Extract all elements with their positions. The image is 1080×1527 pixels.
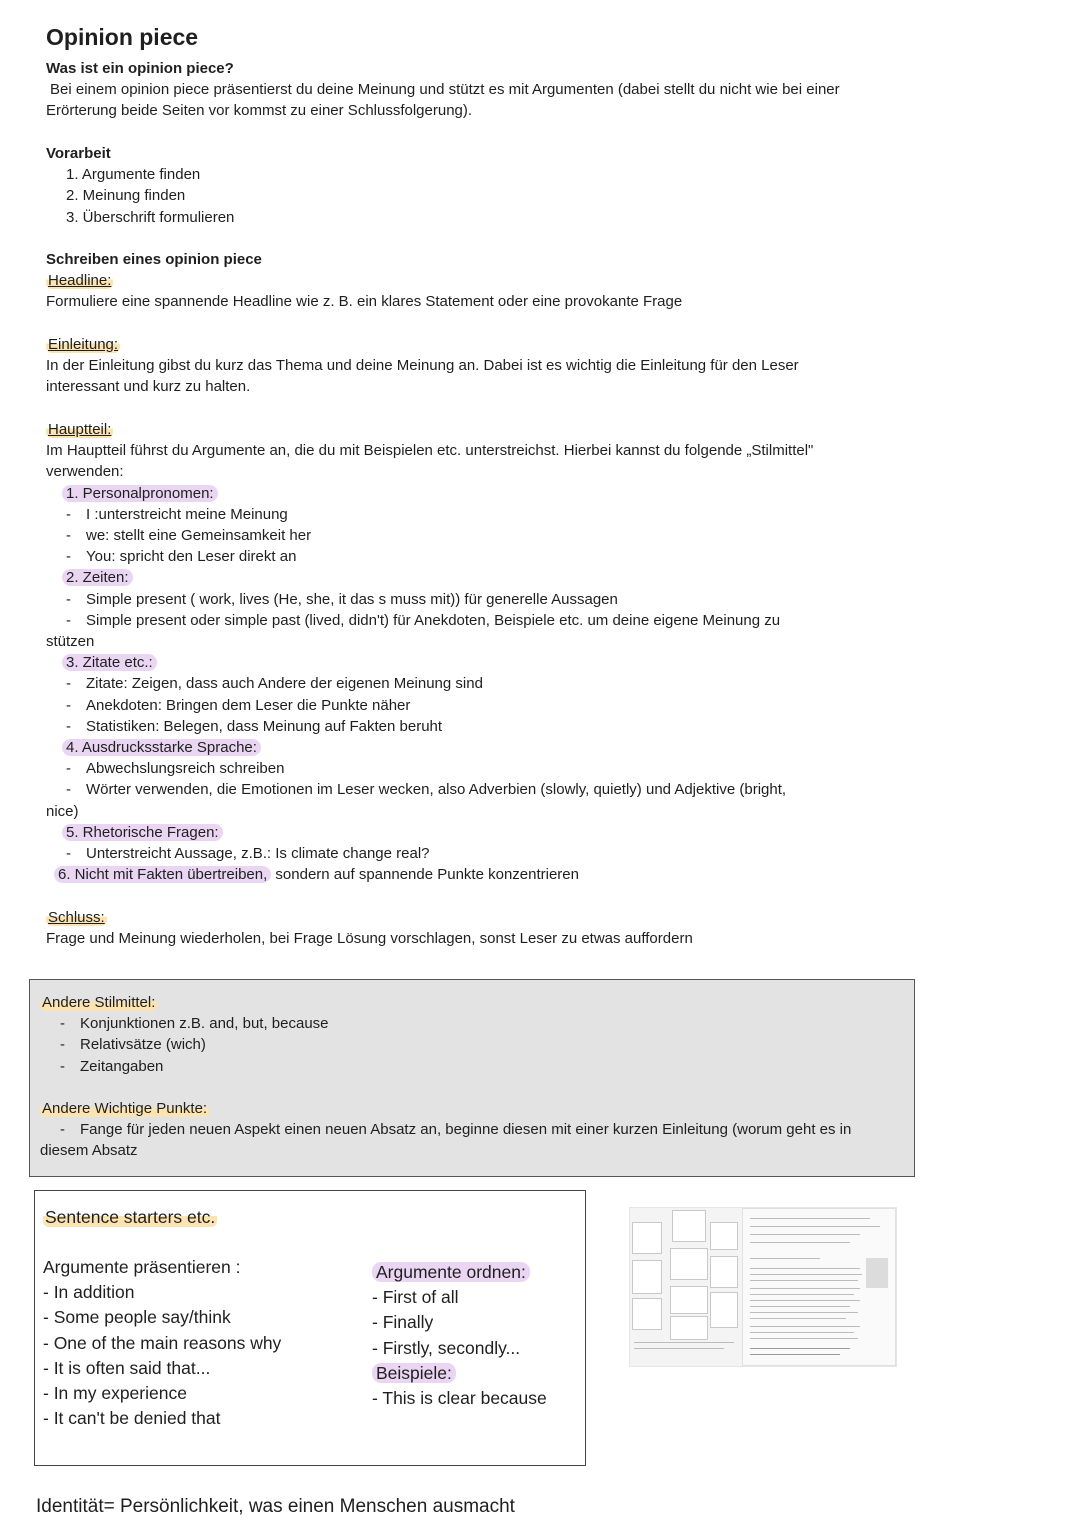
prep-heading: Vorarbeit: [46, 145, 111, 162]
present-item: - One of the main reasons why: [43, 1332, 282, 1353]
order-item: - Firstly, secondly...: [372, 1337, 521, 1358]
intro-question: Was ist ein opinion piece?: [46, 60, 234, 77]
starters-title: Sentence starters etc.: [45, 1207, 216, 1227]
group-item-continuation: nice): [46, 802, 79, 820]
order-item: - Finally: [372, 1312, 434, 1333]
prep-item: 3. Überschrift formulieren: [66, 208, 235, 226]
group-title-rest: sondern auf spannende Punkte konzentrieren: [271, 866, 579, 884]
hauptteil-label: Hauptteil:: [48, 421, 112, 438]
present-title: Argumente präsentieren :: [43, 1257, 241, 1277]
style-item: - Relativsätze (wich): [40, 1034, 906, 1055]
examples-title: Beispiele:: [372, 1363, 456, 1383]
present-column: [43, 1255, 363, 1431]
group-title: 1. Personalpronomen:: [62, 485, 218, 502]
group-title: 4. Ausdrucksstarke Sprache:: [62, 739, 261, 756]
headline-text: Formuliere eine spannende Headline wie z. B. ein klares Statement oder eine provokante Frage: [46, 293, 683, 311]
order-column: [372, 1260, 577, 1411]
einleitung-text: In der Einleitung gibst du kurz das Thema und deine Meinung an. Dabei ist es wichtig die Einleitung für den Leser interessant und kurz zu halten.: [46, 357, 799, 396]
present-item: - In addition: [43, 1282, 135, 1303]
prep-item: 1. Argumente finden: [66, 166, 201, 184]
group-item: - Simple present ( work, lives (He, she, it das s muss mit)) für generelle Aussagen: [46, 589, 866, 610]
worksheet-thumbnail: [629, 1207, 897, 1367]
hauptteil-text: Im Hauptteil führst du Argumente an, die du mit Beispielen etc. unterstreichst. Hierbei kannst du folgende „Stilmittel" verwenden:: [46, 442, 814, 481]
page-title: Opinion piece: [46, 24, 199, 50]
order-title: Argumente ordnen:: [372, 1262, 530, 1282]
prep-item: 2. Meinung finden: [66, 187, 186, 205]
main-part: [46, 419, 866, 885]
points-item: - Fange für jeden neuen Aspekt einen neuen Absatz an, beginne diesen mit einer kurzen Einleitung (worum geht es in: [40, 1119, 906, 1140]
present-item: - It is often said that...: [43, 1357, 211, 1378]
info-box: [29, 979, 915, 1177]
group-item: - Statistiken: Belegen, dass Meinung auf Fakten beruht: [46, 716, 866, 737]
group-item: - Wörter verwenden, die Emotionen im Leser wecken, also Adverbien (slowly, quietly) und Adjektive (bright,: [46, 779, 866, 800]
group-item: - I :unterstreicht meine Meinung: [46, 504, 866, 525]
group-item: - Anekdoten: Bringen dem Leser die Punkte näher: [46, 695, 866, 716]
group-item: - Abwechslungsreich schreiben: [46, 758, 866, 779]
intro-section: [46, 58, 866, 122]
style-item: - Konjunktionen z.B. and, but, because: [40, 1013, 906, 1034]
group-item: - Simple present oder simple past (lived, didn't) für Anekdoten, Beispiele etc. um deine eigene Meinung zu: [46, 610, 866, 631]
group-title: 5. Rhetorische Fragen:: [62, 824, 223, 841]
group-item-continuation: stützen: [46, 633, 95, 651]
style-item: - Zeitangaben: [40, 1056, 906, 1077]
group-item: - we: stellt eine Gemeinsamkeit her: [46, 525, 866, 546]
prep-section: [46, 143, 866, 228]
order-item: - First of all: [372, 1287, 459, 1308]
group-title: 3. Zitate etc.:: [62, 654, 157, 671]
points-continuation: diesem Absatz: [40, 1142, 138, 1160]
intro-text: Bei einem opinion piece präsentierst du deine Meinung und stützt es mit Argumenten (dabei stellt du nicht wie bei einer Erörterung beide Seiten vor kommst zu einer Schlussfolgerung).: [46, 81, 840, 120]
einleitung-label: Einleitung:: [48, 336, 119, 353]
schluss-label: Schluss:: [48, 909, 105, 926]
points-title: Andere Wichtige Punkte:: [42, 1099, 208, 1117]
sentence-starters-box: [34, 1190, 586, 1466]
writing-section: [46, 249, 866, 313]
schluss-text: Frage und Meinung wiederholen, bei Frage Lösung vorschlagen, sonst Leser zu etwas auffordern: [46, 930, 693, 948]
group-item: - You: spricht den Leser direkt an: [46, 546, 866, 567]
group-item: - Unterstreicht Aussage, z.B.: Is climate change real?: [46, 843, 866, 864]
style-title: Andere Stilmittel:: [42, 994, 156, 1011]
intro-part: [46, 334, 866, 398]
present-item: - Some people say/think: [43, 1307, 231, 1328]
examples-item: - This is clear because: [372, 1388, 547, 1409]
group-title: 6. Nicht mit Fakten übertreiben,: [54, 866, 271, 883]
footer-note: Identität= Persönlichkeit, was einen Menschen ausmacht: [36, 1496, 515, 1517]
group-item: - Zitate: Zeigen, dass auch Andere der eigenen Meinung sind: [46, 673, 866, 694]
present-item: - In my experience: [43, 1383, 187, 1404]
group-title: 2. Zeiten:: [62, 569, 133, 586]
headline-label: Headline:: [48, 272, 112, 290]
end-part: [46, 907, 866, 949]
present-item: - It can't be denied that: [43, 1408, 221, 1429]
writing-heading: Schreiben eines opinion piece: [46, 251, 262, 268]
